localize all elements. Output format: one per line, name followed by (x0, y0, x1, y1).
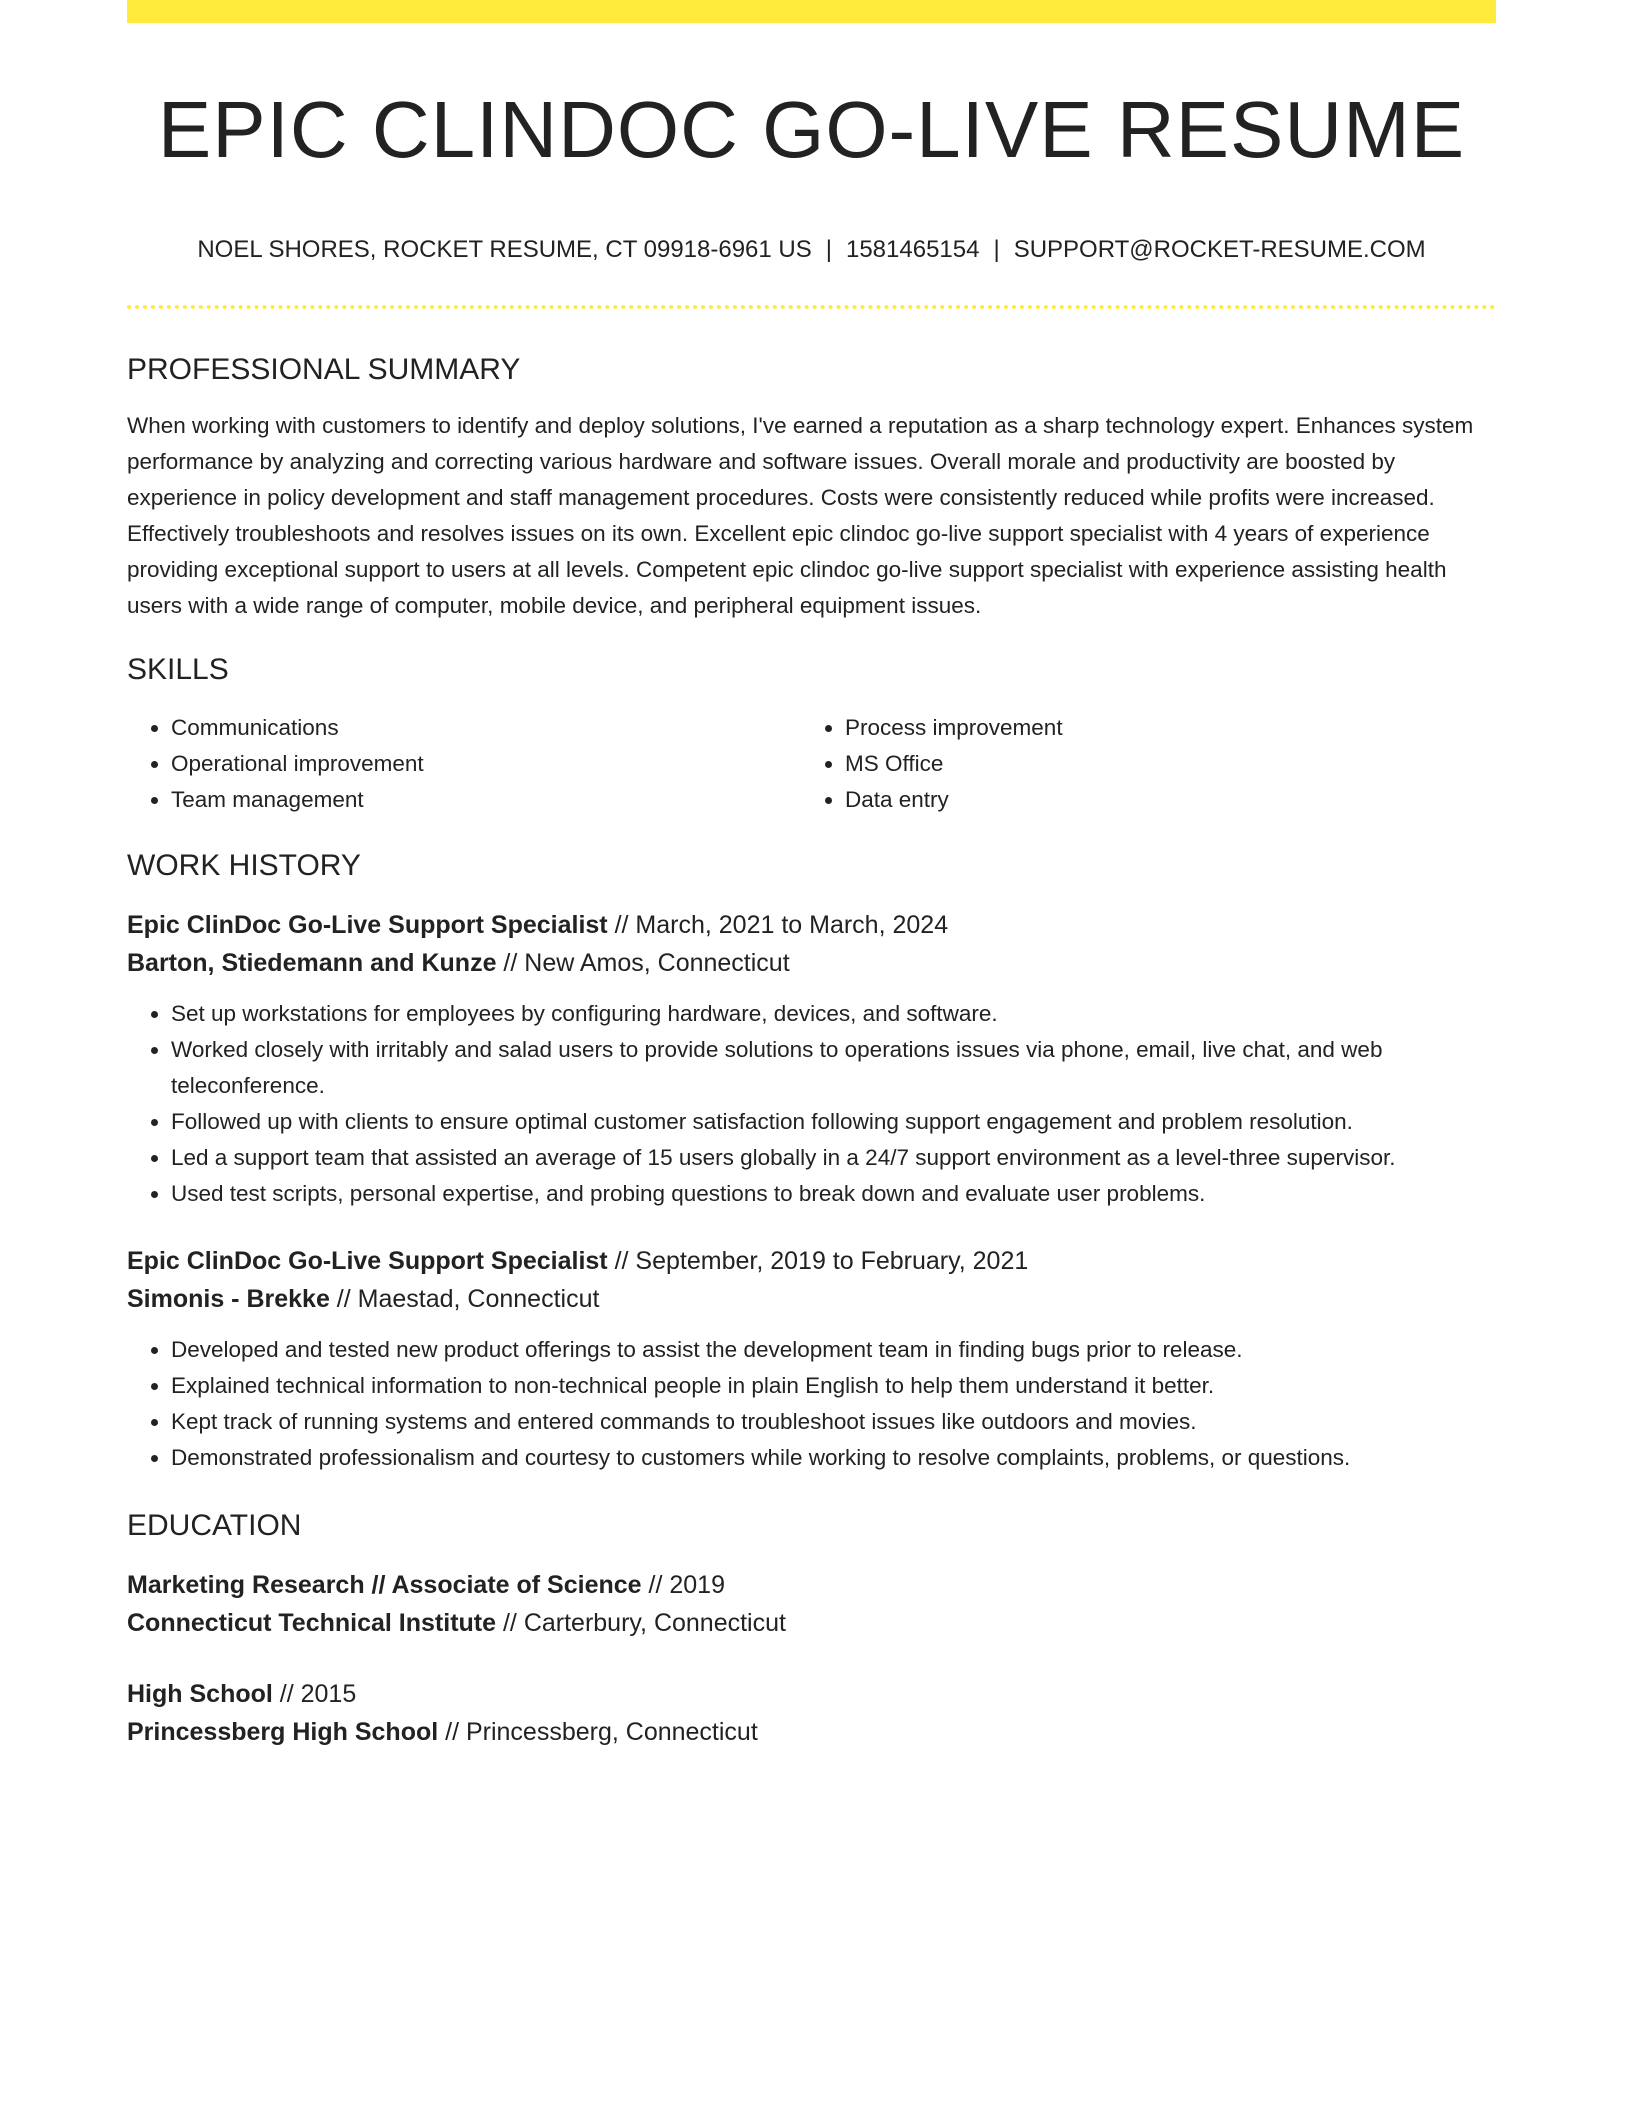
job-bullet: • Set up workstations for employees by configuring hardware, devices, and software. (171, 996, 1496, 1032)
job-bullet: • Kept track of running systems and entered commands to troubleshoot issues like outdoors and movies. (171, 1404, 1496, 1440)
contact-email: SUPPORT@ROCKET-RESUME.COM (1013, 236, 1426, 263)
job-bullets (127, 1332, 1496, 1476)
skill-item: • Process improvement (845, 710, 1475, 746)
job-title-line (127, 1242, 1496, 1280)
contact-separator: | (825, 236, 832, 263)
job-company-line (127, 944, 1496, 982)
contact-address: NOEL SHORES, ROCKET RESUME, CT 09918-6961 US (197, 236, 812, 263)
resume-body (127, 350, 1496, 1751)
contact-separator: | (993, 236, 1000, 263)
work-history-heading: WORK HISTORY (127, 849, 361, 882)
education-school-line (127, 1713, 1496, 1751)
resume-title: EPIC CLINDOC GO-LIVE RESUME (157, 85, 1466, 174)
header-divider (127, 305, 1496, 309)
contact-phone: 1581465154 (845, 236, 980, 263)
education-entry (127, 1675, 1496, 1751)
skills-column-right (801, 710, 1475, 818)
education-degree-line (127, 1566, 1496, 1604)
job-company: Barton, Stiedemann and Kunze (127, 949, 497, 977)
education-entry (127, 1566, 1496, 1642)
summary-text: When working with customers to identify and deploy solutions, I've earned a reputation as a sharp technology expert. Enhances system performance by analyzing and correcting various hardware and software issues. Overall morale and productivity are boosted by experience in policy development and staff management procedures. Costs were consistently reduced while profits were increased. Effectively troubleshoots and resolves issues on its own. Excellent epic clindoc go-live support specialist with 4 years of experience providing exceptional support to users at all levels. Competent epic clindoc go-live support specialist with experience assisting health users with a wide range of computer, mobile device, and peripheral equipment issues. (127, 413, 1474, 618)
education-school-line (127, 1604, 1496, 1642)
education-year: // 2019 (641, 1571, 725, 1599)
skills-heading: SKILLS (127, 653, 229, 686)
skill-item: • Data entry (845, 782, 1475, 818)
accent-top-bar (127, 0, 1496, 23)
job-title: Epic ClinDoc Go-Live Support Specialist (127, 1247, 608, 1275)
job-bullet: • Worked closely with irritably and salad users to provide solutions to operations issues via phone, email, live chat, and web teleconference. (171, 1032, 1496, 1104)
education-school: Connecticut Technical Institute (127, 1609, 497, 1637)
job-title: Epic ClinDoc Go-Live Support Specialist (127, 911, 608, 939)
job-entry (127, 906, 1496, 1212)
job-bullet: • Followed up with clients to ensure optimal customer satisfaction following support engagement and problem resolution. (171, 1104, 1496, 1140)
skill-item: • Team management (171, 782, 801, 818)
job-bullet: • Used test scripts, personal expertise, and probing questions to break down and evaluate user problems. (171, 1176, 1496, 1212)
summary-heading: PROFESSIONAL SUMMARY (127, 353, 521, 386)
education-heading: EDUCATION (127, 1509, 302, 1542)
job-location: // New Amos, Connecticut (496, 949, 790, 977)
job-dates: // March, 2021 to March, 2024 (607, 911, 949, 939)
skills-list (127, 710, 1496, 818)
job-bullets (127, 996, 1496, 1212)
job-company: Simonis - Brekke (127, 1285, 330, 1313)
contact-line (127, 236, 1496, 264)
job-bullet: • Led a support team that assisted an average of 15 users globally in a 24/7 support environment as a level-three supervisor. (171, 1140, 1496, 1176)
job-bullet: • Demonstrated professionalism and courtesy to customers while working to resolve complaints, problems, or questions. (171, 1440, 1496, 1476)
education-location: // Princessberg, Connecticut (438, 1718, 758, 1746)
job-company-line (127, 1280, 1496, 1318)
education-location: // Carterbury, Connecticut (496, 1609, 786, 1637)
skills-column-left (127, 710, 801, 818)
education-year: // 2015 (272, 1680, 357, 1708)
education-degree: Marketing Research // Associate of Science (127, 1571, 642, 1599)
skill-item: • Communications (171, 710, 801, 746)
job-entry (127, 1242, 1496, 1476)
skill-item: • Operational improvement (171, 746, 801, 782)
education-degree: High School (127, 1680, 273, 1708)
job-bullet: • Developed and tested new product offerings to assist the development team in finding bugs prior to release. (171, 1332, 1496, 1368)
job-bullet: • Explained technical information to non-technical people in plain English to help them understand it better. (171, 1368, 1496, 1404)
education-degree-line (127, 1675, 1496, 1713)
job-dates: // September, 2019 to February, 2021 (607, 1247, 1029, 1275)
job-title-line (127, 906, 1496, 944)
education-school: Princessberg High School (127, 1718, 439, 1746)
skill-item: • MS Office (845, 746, 1475, 782)
job-location: // Maestad, Connecticut (329, 1285, 600, 1313)
